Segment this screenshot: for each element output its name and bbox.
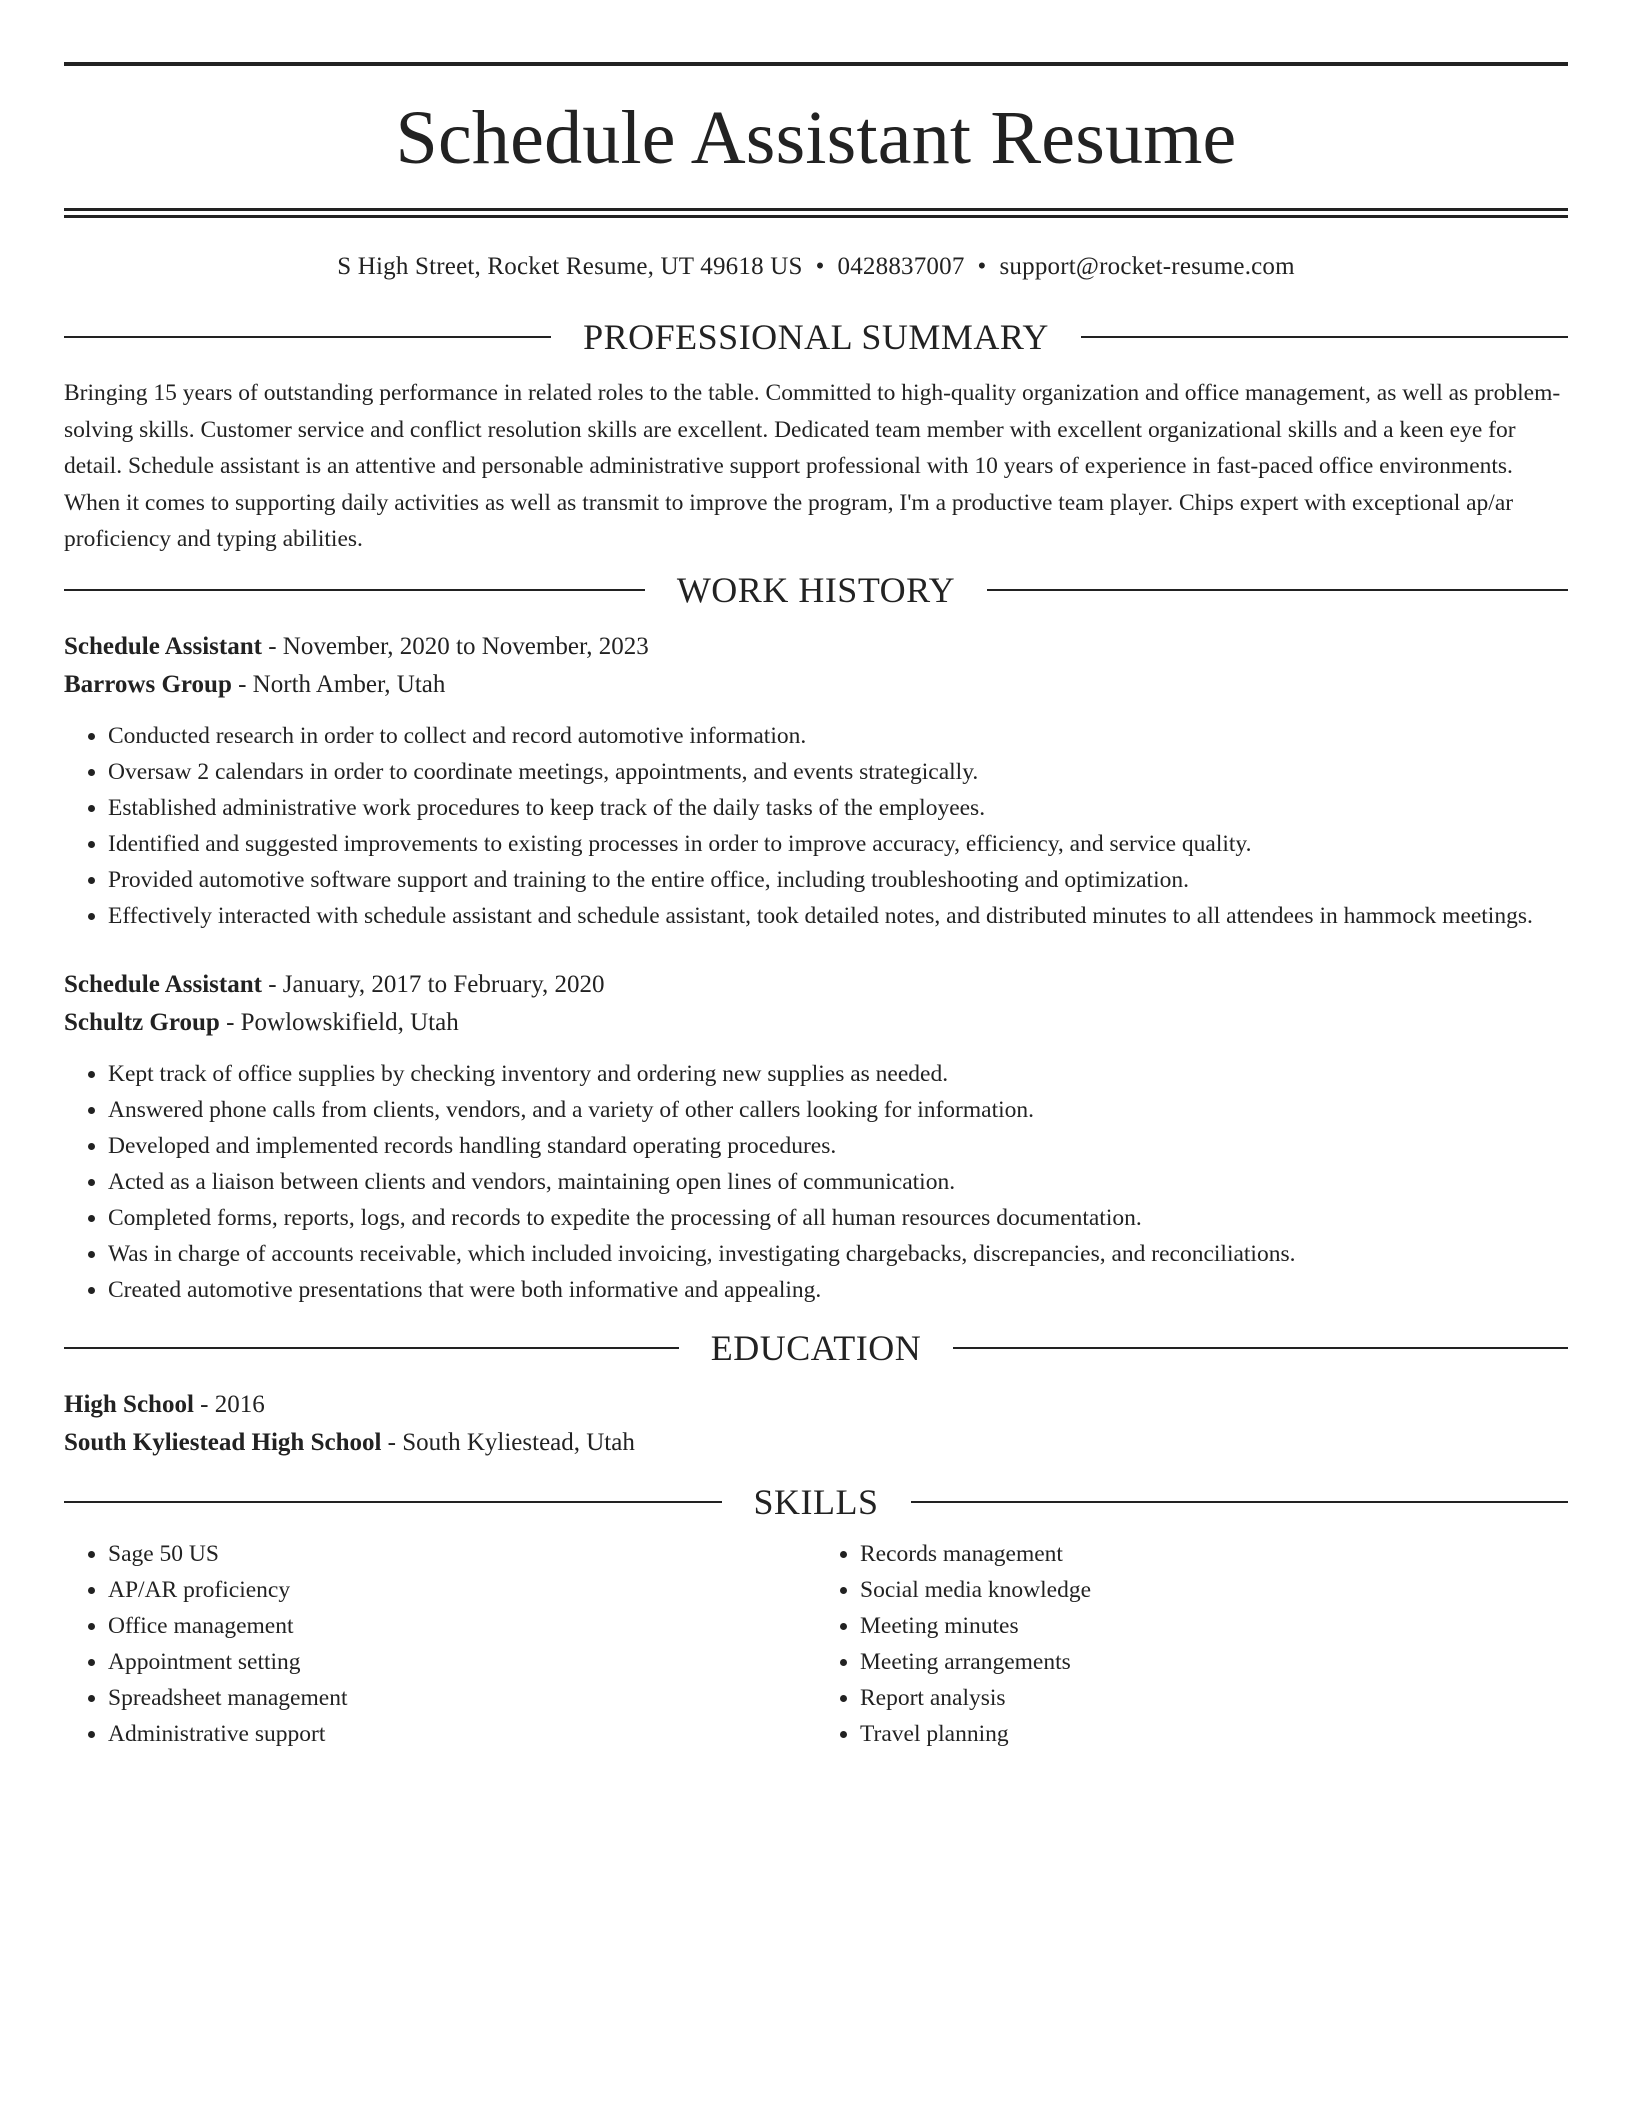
heading-rule-left bbox=[64, 336, 551, 338]
list-item: • Completed forms, reports, logs, and records to expedite the processing of all human resources documentation. bbox=[108, 1200, 1568, 1236]
section-heading-work bbox=[64, 569, 1568, 610]
contact-address: S High Street, Rocket Resume, UT 49618 US bbox=[337, 253, 803, 280]
job-company-line bbox=[64, 1004, 1568, 1042]
list-item: • Acted as a liaison between clients and vendors, maintaining open lines of communication. bbox=[108, 1164, 1568, 1200]
list-item: • Established administrative work procedures to keep track of the daily tasks of the employees. bbox=[108, 790, 1568, 826]
section-heading-skills bbox=[64, 1481, 1568, 1522]
job-title: Schedule Assistant bbox=[64, 632, 262, 660]
heading-rule-left bbox=[64, 589, 645, 591]
list-item: • Was in charge of accounts receivable, which included invoicing, investigating chargebacks, discrepancies, and reconciliations. bbox=[108, 1236, 1568, 1272]
job-dates: - January, 2017 to February, 2020 bbox=[261, 970, 605, 998]
list-item: • Meeting minutes bbox=[860, 1608, 1568, 1644]
list-item: • Records management bbox=[860, 1536, 1568, 1572]
list-item: • Report analysis bbox=[860, 1680, 1568, 1716]
education-entry bbox=[64, 1386, 1568, 1462]
job-title-line bbox=[64, 966, 1568, 1004]
skills-list-left bbox=[64, 1536, 816, 1752]
heading-rule-right bbox=[953, 1347, 1568, 1349]
job-dates: - November, 2020 to November, 2023 bbox=[261, 632, 649, 660]
heading-rule-right bbox=[987, 589, 1568, 591]
contact-separator: • bbox=[815, 253, 825, 280]
list-item: • Meeting arrangements bbox=[860, 1644, 1568, 1680]
education-school: South Kyliestead High School bbox=[64, 1428, 382, 1456]
education-degree-line bbox=[64, 1386, 1568, 1424]
list-item: • Sage 50 US bbox=[108, 1536, 816, 1572]
job-bullets bbox=[64, 718, 1568, 934]
section-title: WORK HISTORY bbox=[676, 569, 956, 610]
job-entry bbox=[64, 628, 1568, 934]
education-year: - 2016 bbox=[193, 1390, 265, 1418]
section-heading-education bbox=[64, 1327, 1568, 1368]
section-heading-summary bbox=[64, 319, 1568, 355]
list-item: • Office management bbox=[108, 1608, 816, 1644]
skills-columns bbox=[64, 1536, 1568, 1752]
list-item: • Provided automotive software support and training to the entire office, including troubleshooting and optimization. bbox=[108, 862, 1568, 898]
list-item: • Effectively interacted with schedule assistant and schedule assistant, took detailed notes, and distributed minutes to all attendees in hammock meetings. bbox=[108, 898, 1568, 934]
list-item: • Identified and suggested improvements to existing processes in order to improve accuracy, efficiency, and service quality. bbox=[108, 826, 1568, 862]
list-item: • Developed and implemented records handling standard operating procedures. bbox=[108, 1128, 1568, 1164]
contact-separator: • bbox=[977, 253, 987, 280]
job-company: Schultz Group bbox=[64, 1008, 220, 1036]
summary-text: Bringing 15 years of outstanding performance in related roles to the table. Committed to high-quality organization and office management, as well as problem-solving skills. Customer service and conflict resolution skills are excellent. Dedicated team member with excellent organizational skills and a keen eye for detail. Schedule assistant is an attentive and personable administrative support professional with 10 years of experience in fast-paced office environments. When it comes to supporting daily activities as well as transmit to improve the program, I'm a productive team player. Chips expert with exceptional ap/ar proficiency and typing abilities. bbox=[64, 380, 1561, 552]
list-item: • Spreadsheet management bbox=[108, 1680, 816, 1716]
list-item: • Created automotive presentations that were both informative and appealing. bbox=[108, 1272, 1568, 1308]
list-item: • Kept track of office supplies by checking inventory and ordering new supplies as needed. bbox=[108, 1056, 1568, 1092]
top-rule bbox=[64, 62, 1568, 66]
contact-line bbox=[64, 254, 1568, 279]
list-item: • Appointment setting bbox=[108, 1644, 816, 1680]
education-location: - South Kyliestead, Utah bbox=[381, 1428, 635, 1456]
section-title: SKILLS bbox=[753, 1481, 879, 1522]
list-item: • Social media knowledge bbox=[860, 1572, 1568, 1608]
job-title: Schedule Assistant bbox=[64, 970, 262, 998]
job-location: - North Amber, Utah bbox=[231, 670, 446, 698]
job-company-line bbox=[64, 666, 1568, 704]
job-entry bbox=[64, 966, 1568, 1308]
job-title-line bbox=[64, 628, 1568, 666]
heading-rule-left bbox=[64, 1347, 679, 1349]
heading-rule-right bbox=[1081, 336, 1568, 338]
section-title: EDUCATION bbox=[710, 1327, 922, 1368]
heading-rule-left bbox=[64, 1501, 722, 1503]
list-item: • Conducted research in order to collect and record automotive information. bbox=[108, 718, 1568, 754]
contact-email: support@rocket-resume.com bbox=[999, 253, 1295, 280]
resume-title: Schedule Assistant Resume bbox=[395, 96, 1237, 180]
list-item: • Answered phone calls from clients, vendors, and a variety of other callers looking for information. bbox=[108, 1092, 1568, 1128]
title-double-rule bbox=[64, 208, 1568, 218]
job-bullets bbox=[64, 1056, 1568, 1308]
section-title: PROFESSIONAL SUMMARY bbox=[583, 317, 1049, 357]
heading-rule-right bbox=[911, 1501, 1569, 1503]
skills-list-right bbox=[816, 1536, 1568, 1752]
list-item: • Oversaw 2 calendars in order to coordinate meetings, appointments, and events strategically. bbox=[108, 754, 1568, 790]
job-company: Barrows Group bbox=[64, 670, 232, 698]
list-item: • Administrative support bbox=[108, 1716, 816, 1752]
contact-phone: 0428837007 bbox=[837, 253, 965, 280]
list-item: • Travel planning bbox=[860, 1716, 1568, 1752]
education-school-line bbox=[64, 1424, 1568, 1462]
list-item: • AP/AR proficiency bbox=[108, 1572, 816, 1608]
job-location: - Powlowskifield, Utah bbox=[219, 1008, 459, 1036]
education-degree: High School bbox=[64, 1390, 194, 1418]
